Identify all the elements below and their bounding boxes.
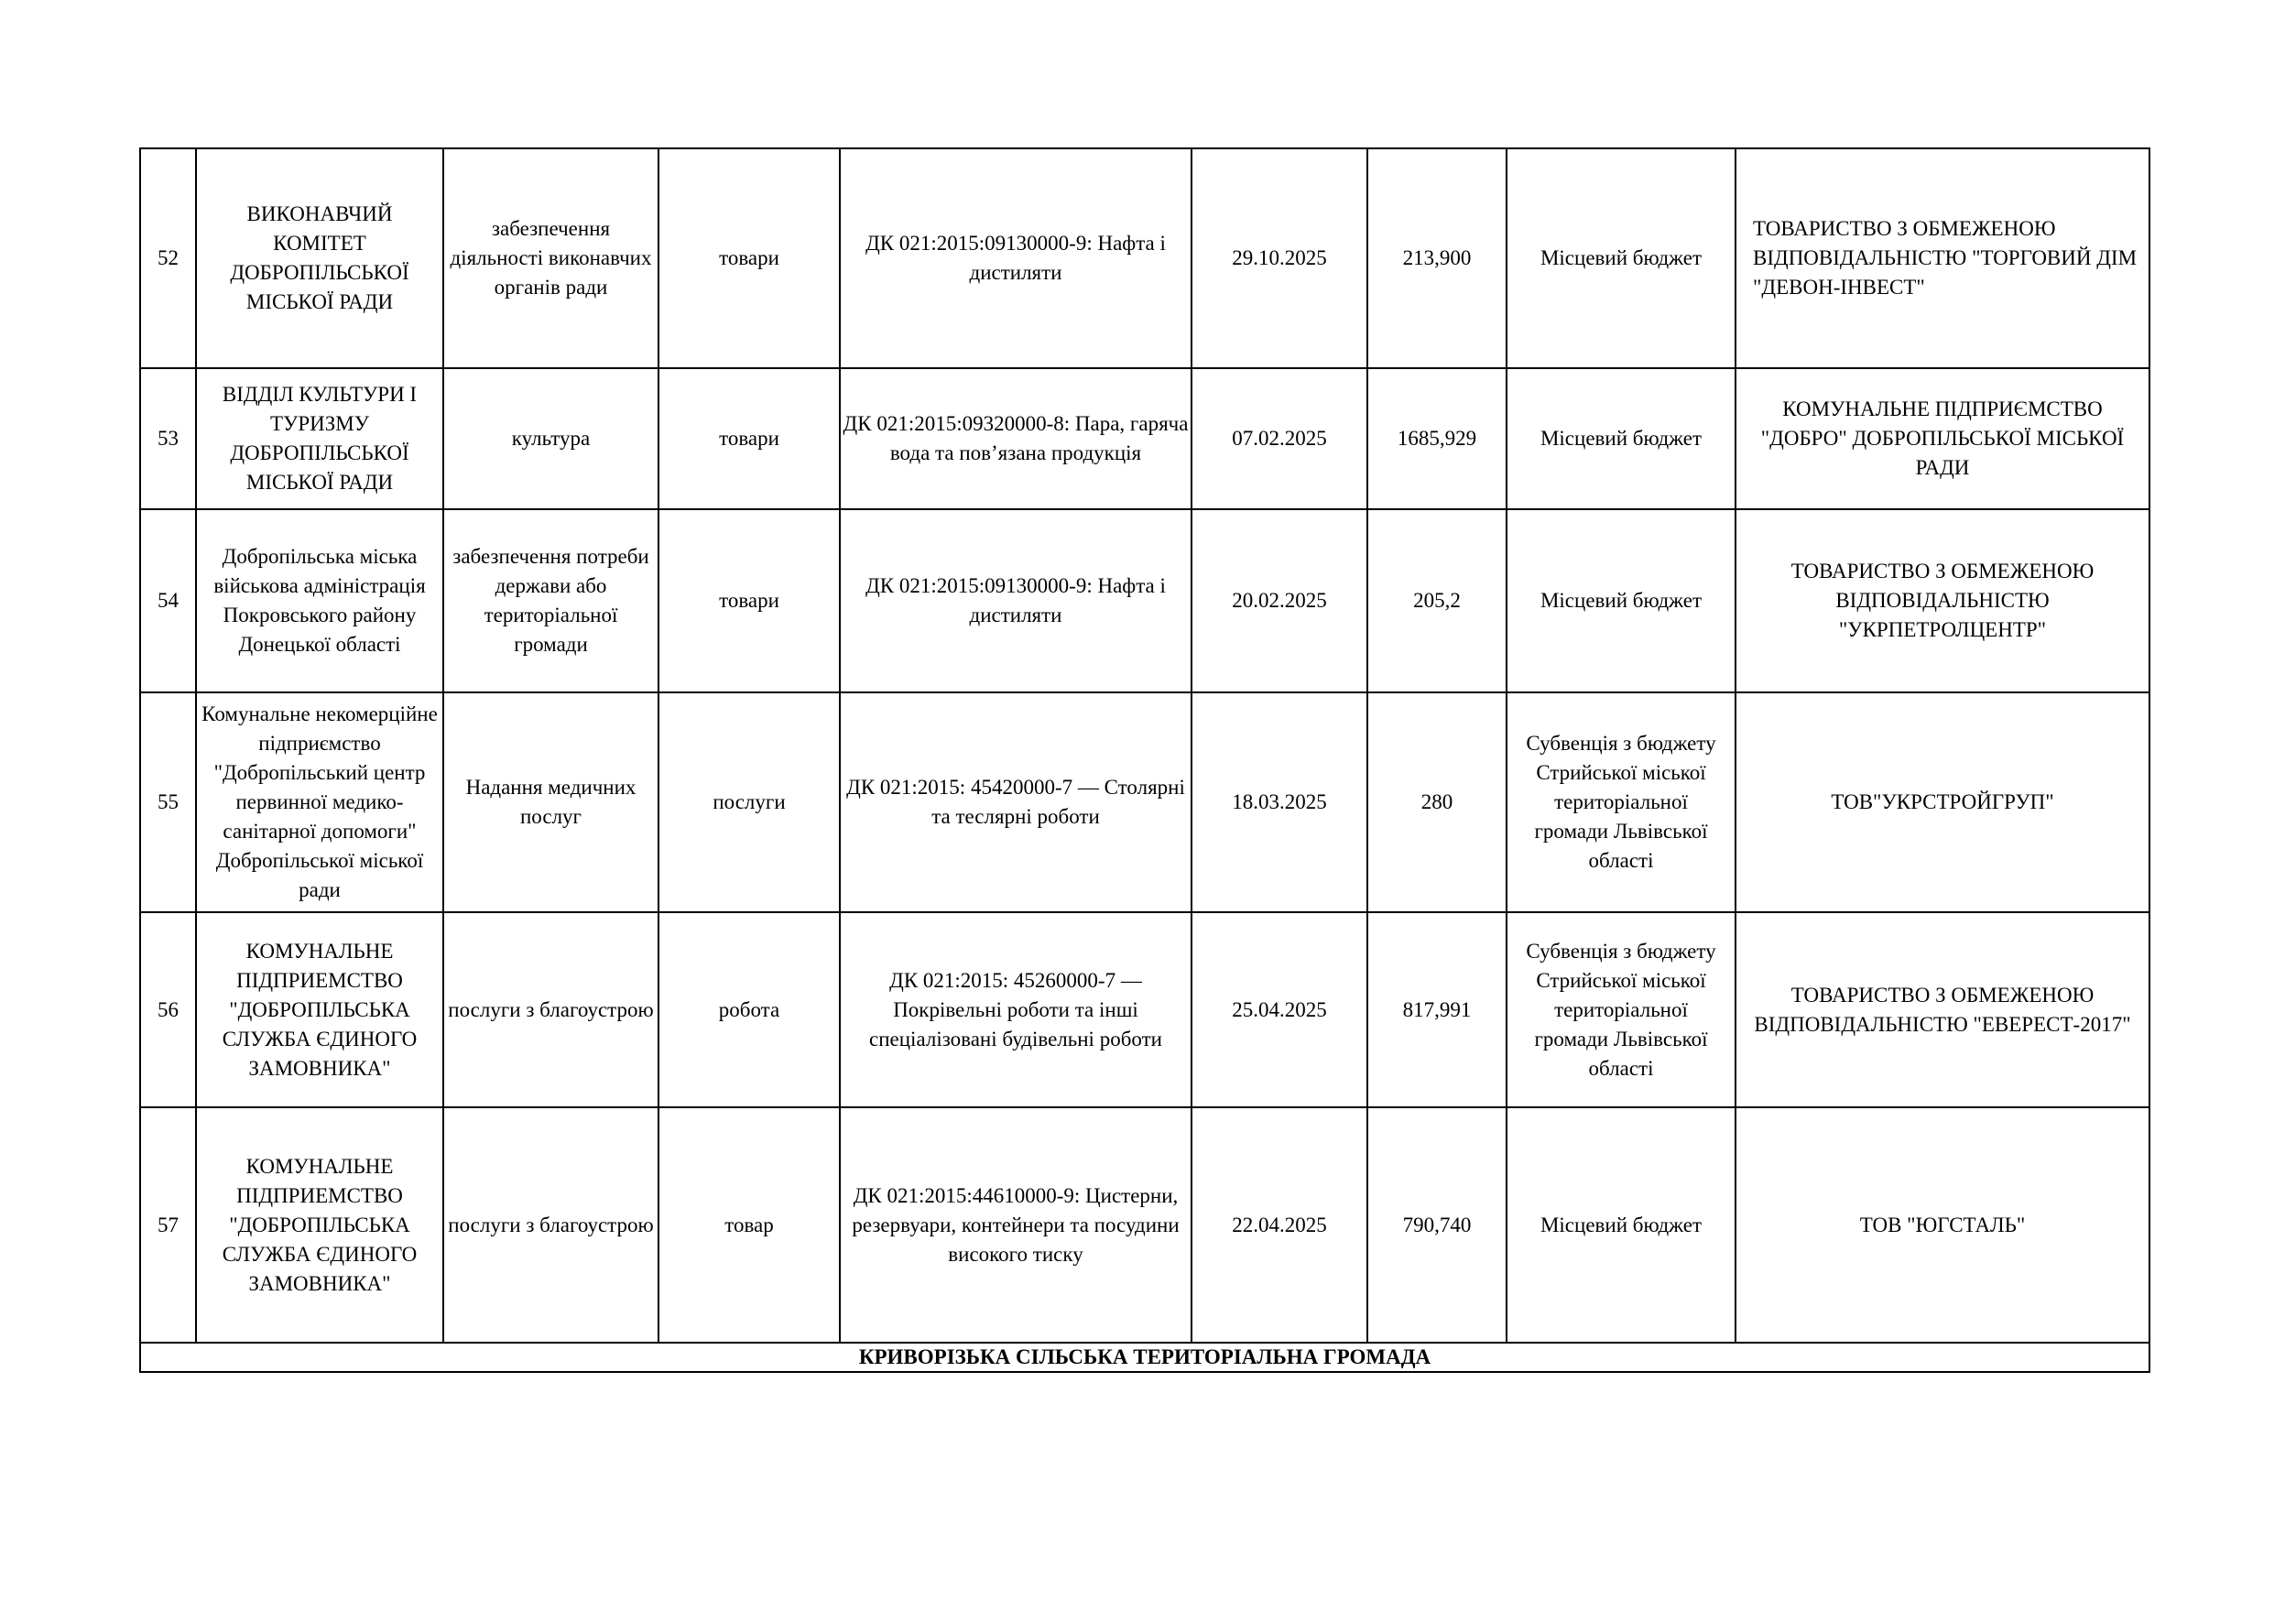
supplier-cell: ТОВАРИСТВО З ОБМЕЖЕНОЮ ВІДПОВІДАЛЬНІСТЮ "ТОРГОВИЙ ДІМ "ДЕВОН-ІНВЕСТ" <box>1736 148 2149 368</box>
customer-cell: Добропільська міська військова адміністрація Покровського району Донецької області <box>196 509 443 692</box>
table-row <box>140 692 2149 912</box>
budget-cell: Субвенція з бюджету Стрийської міської територіальної громади Львівської області <box>1507 912 1736 1107</box>
procurement-table <box>139 147 2150 1373</box>
customer-text: Комунальне некомерційне підприємство "Добропільський центр первинної медико-санітарної допомоги" Добропільської міської ради <box>201 702 438 901</box>
customer-cell: КОМУНАЛЬНЕ ПІДПРИЕМСТВО "ДОБРОПІЛЬСЬКА СЛУЖБА ЄДИНОГО ЗАМОВНИКА" <box>196 1107 443 1343</box>
purpose-cell: послуги з благоустрою <box>443 912 658 1107</box>
type-cell: послуги <box>658 692 840 912</box>
amount-cell: 213,900 <box>1367 148 1507 368</box>
type-cell: товар <box>658 1107 840 1343</box>
cpv-cell: ДК 021:2015:09320000-8: Пара, гаряча вода та пов’язана продукція <box>840 368 1192 509</box>
cpv-cell: ДК 021:2015:09130000-9: Нафта і дистиляти <box>840 509 1192 692</box>
amount-cell: 205,2 <box>1367 509 1507 692</box>
amount-cell: 1685,929 <box>1367 368 1507 509</box>
type-cell: товари <box>658 368 840 509</box>
section-title: КРИВОРІЗЬКА СІЛЬСЬКА ТЕРИТОРІАЛЬНА ГРОМАДА <box>140 1343 2149 1372</box>
row-number: 56 <box>140 912 196 1107</box>
date-cell: 18.03.2025 <box>1192 692 1367 912</box>
budget-cell: Місцевий бюджет <box>1507 509 1736 692</box>
supplier-cell: КОМУНАЛЬНЕ ПІДПРИЄМСТВО "ДОБРО" ДОБРОПІЛЬСЬКОЇ МІСЬКОЇ РАДИ <box>1736 368 2149 509</box>
customer-cell: ВІДДІЛ КУЛЬТУРИ І ТУРИЗМУ ДОБРОПІЛЬСЬКОЇ МІСЬКОЇ РАДИ <box>196 368 443 509</box>
cpv-cell: ДК 021:2015:44610000-9: Цистерни, резервуари, контейнери та посудини високого тиску <box>840 1107 1192 1343</box>
purpose-cell: забезпечення діяльності виконавчих органів ради <box>443 148 658 368</box>
table-row <box>140 368 2149 509</box>
purpose-cell: забезпечення потреби держави або територіальної громади <box>443 509 658 692</box>
date-cell: 20.02.2025 <box>1192 509 1367 692</box>
purpose-cell: культура <box>443 368 658 509</box>
purpose-cell: Надання медичних послуг <box>443 692 658 912</box>
table-row <box>140 1107 2149 1343</box>
cpv-cell: ДК 021:2015: 45260000-7 — Покрівельні роботи та інші спеціалізовані будівельні роботи <box>840 912 1192 1107</box>
budget-cell: Місцевий бюджет <box>1507 368 1736 509</box>
purpose-cell: послуги з благоустрою <box>443 1107 658 1343</box>
table-row <box>140 912 2149 1107</box>
row-number: 54 <box>140 509 196 692</box>
cpv-cell: ДК 021:2015: 45420000-7 — Столярні та теслярні роботи <box>840 692 1192 912</box>
type-cell: робота <box>658 912 840 1107</box>
amount-cell: 817,991 <box>1367 912 1507 1107</box>
amount-cell: 280 <box>1367 692 1507 912</box>
budget-cell: Місцевий бюджет <box>1507 1107 1736 1343</box>
date-cell: 29.10.2025 <box>1192 148 1367 368</box>
row-number: 55 <box>140 692 196 912</box>
customer-cell: ВИКОНАВЧИЙ КОМІТЕТ ДОБРОПІЛЬСЬКОЇ МІСЬКОЇ РАДИ <box>196 148 443 368</box>
supplier-cell: ТОВ "ЮГСТАЛЬ" <box>1736 1107 2149 1343</box>
customer-cell <box>196 692 443 912</box>
supplier-cell: ТОВАРИСТВО З ОБМЕЖЕНОЮ ВІДПОВІДАЛЬНІСТЮ "УКРПЕТРОЛЦЕНТР" <box>1736 509 2149 692</box>
type-cell: товари <box>658 509 840 692</box>
budget-cell: Місцевий бюджет <box>1507 148 1736 368</box>
supplier-cell: ТОВАРИСТВО З ОБМЕЖЕНОЮ ВІДПОВІДАЛЬНІСТЮ "ЕВЕРЕСТ-2017" <box>1736 912 2149 1107</box>
table-row <box>140 509 2149 692</box>
date-cell: 25.04.2025 <box>1192 912 1367 1107</box>
table-row <box>140 148 2149 368</box>
row-number: 57 <box>140 1107 196 1343</box>
supplier-cell: ТОВ"УКРСТРОЙГРУП" <box>1736 692 2149 912</box>
customer-cell: КОМУНАЛЬНЕ ПІДПРИЕМСТВО "ДОБРОПІЛЬСЬКА СЛУЖБА ЄДИНОГО ЗАМОВНИКА" <box>196 912 443 1107</box>
amount-cell: 790,740 <box>1367 1107 1507 1343</box>
cpv-cell: ДК 021:2015:09130000-9: Нафта і дистиляти <box>840 148 1192 368</box>
section-header-row <box>140 1343 2149 1372</box>
budget-cell: Субвенція з бюджету Стрийської міської територіальної громади Львівської області <box>1507 692 1736 912</box>
date-cell: 22.04.2025 <box>1192 1107 1367 1343</box>
row-number: 52 <box>140 148 196 368</box>
date-cell: 07.02.2025 <box>1192 368 1367 509</box>
type-cell: товари <box>658 148 840 368</box>
row-number: 53 <box>140 368 196 509</box>
